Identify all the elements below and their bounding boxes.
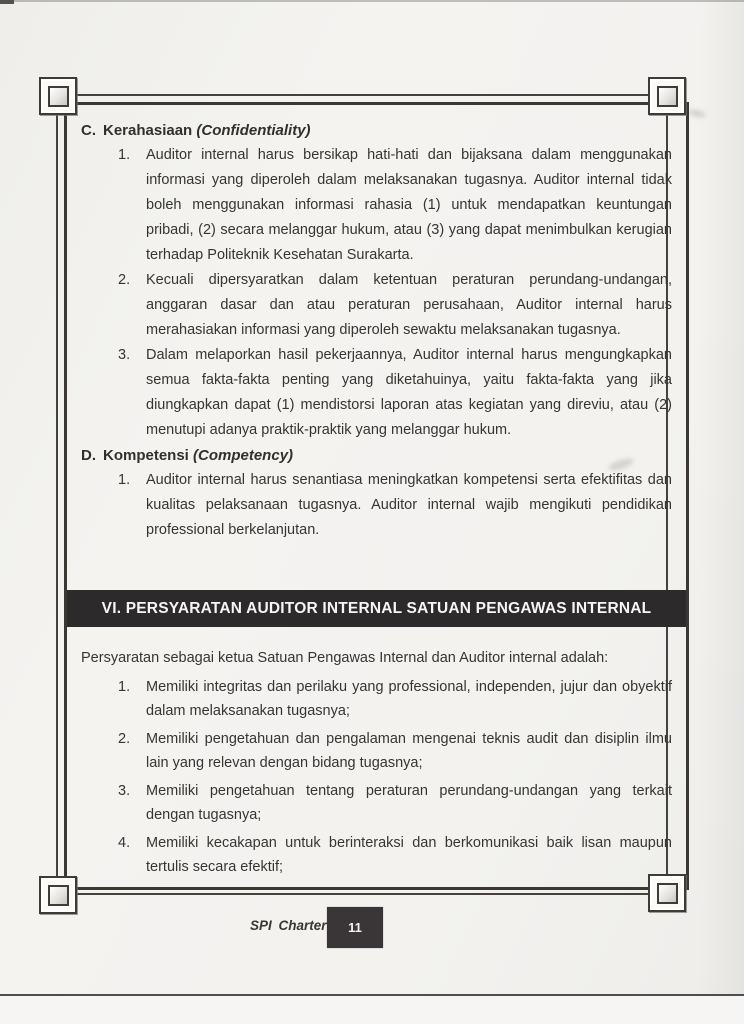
section-title-translation: (Competency) [193,447,294,464]
corner-ornament-bottom-left [39,876,77,914]
section-title-text: Kompetensi (Competency) [103,447,294,464]
corner-ornament-top-right [648,77,686,115]
section-d-title [81,443,672,468]
list-item [118,675,672,723]
requirements-list [81,675,672,879]
item-text: Memiliki integritas dan perilaku yang professional, independen, jujur dan obyektif dalam melaksanakan tugasnya; [146,679,672,719]
item-text: Auditor internal harus bersikap hati-hati dan bijaksana dalam menggunakan informasi yang diperoleh dalam melaksanakan tugasnya. Auditor internal tidak boleh menggunakan informasi rahasia (1) untuk mendapatkan keuntungan pribadi, (2) secara melanggar hukum, atau (3) yang dapat menimbulkan kerugian terhadap Politeknik Kesehatan Surakarta. [146,147,672,263]
footer-label: SPI Charter [250,918,327,933]
chapter-heading-bar: VI. PERSYARATAN AUDITOR INTERNAL SATUAN PENGAWAS INTERNAL [67,590,686,627]
item-text: Dalam melaporkan hasil pekerjaannya, Auditor internal harus mengungkapkan semua fakta-fakta penting yang diketahuinya, yaitu fakta-fakta yang jika diungkapkan dapat (1) mendistorsi laporan atas kegiatan yang direviu, atau (2) menutupi adanya praktik-praktik yang melanggar hukum. [146,347,672,438]
page-number-badge: 11 [327,907,383,948]
scan-top-edge-artifact [0,0,744,2]
item-number: 4. [118,835,131,851]
list-item [118,727,672,775]
item-number: 1. [118,472,131,488]
item-number: 1. [118,679,131,695]
scan-corner-artifact [0,0,14,4]
list-item [118,468,672,543]
section-title-translation: (Confidentiality) [196,122,311,139]
section-letter: D. [81,447,96,464]
list-item [118,343,672,443]
page-footer [0,907,744,949]
section-letter: C. [81,122,96,139]
scan-bottom-edge-artifact [0,994,744,996]
list-item [118,831,672,879]
section-title-text: Kerahasiaan (Confidentiality) [103,122,311,139]
list-item [118,268,672,343]
scan-bed-area [0,996,744,1024]
item-number: 1. [118,147,131,163]
list-item [118,779,672,827]
list-item [118,143,672,268]
item-number: 2. [118,272,131,288]
content-box [64,102,689,890]
section-c-title [81,118,672,143]
item-number: 3. [118,783,131,799]
item-text: Memiliki pengetahuan tentang peraturan perundang-undangan yang terkait dengan tugasnya; [146,783,672,823]
item-text: Auditor internal harus senantiasa meningkatkan kompetensi serta efektifitas dan kualitas pelaksanaan tugasnya. Auditor internal wajib mengikuti pendidikan professional berkelanjutan. [146,472,672,538]
item-text: Kecuali dipersyaratkan dalam ketentuan peraturan perundang-undangan, anggaran dasar dan atau peraturan perusahaan, Auditor internal harus merahasiakan informasi yang diperoleh sewaktu melaksanakan tugasnya. [146,272,672,338]
item-text: Memiliki kecakapan untuk berinteraksi dan berkomunikasi baik lisan maupun tertulis secara efektif; [146,835,672,875]
requirements-intro: Persyaratan sebagai ketua Satuan Pengawas Internal dan Auditor internal adalah: [81,650,609,666]
item-number: 2. [118,731,131,747]
corner-ornament-top-left [39,77,77,115]
item-text: Memiliki pengetahuan dan pengalaman mengenai teknis audit dan disiplin ilmu lain yang relevan dengan bidang tugasnya; [146,731,672,771]
item-number: 3. [118,347,131,363]
corner-ornament-bottom-right [648,874,686,912]
paper-curl-shadow [698,0,744,1024]
